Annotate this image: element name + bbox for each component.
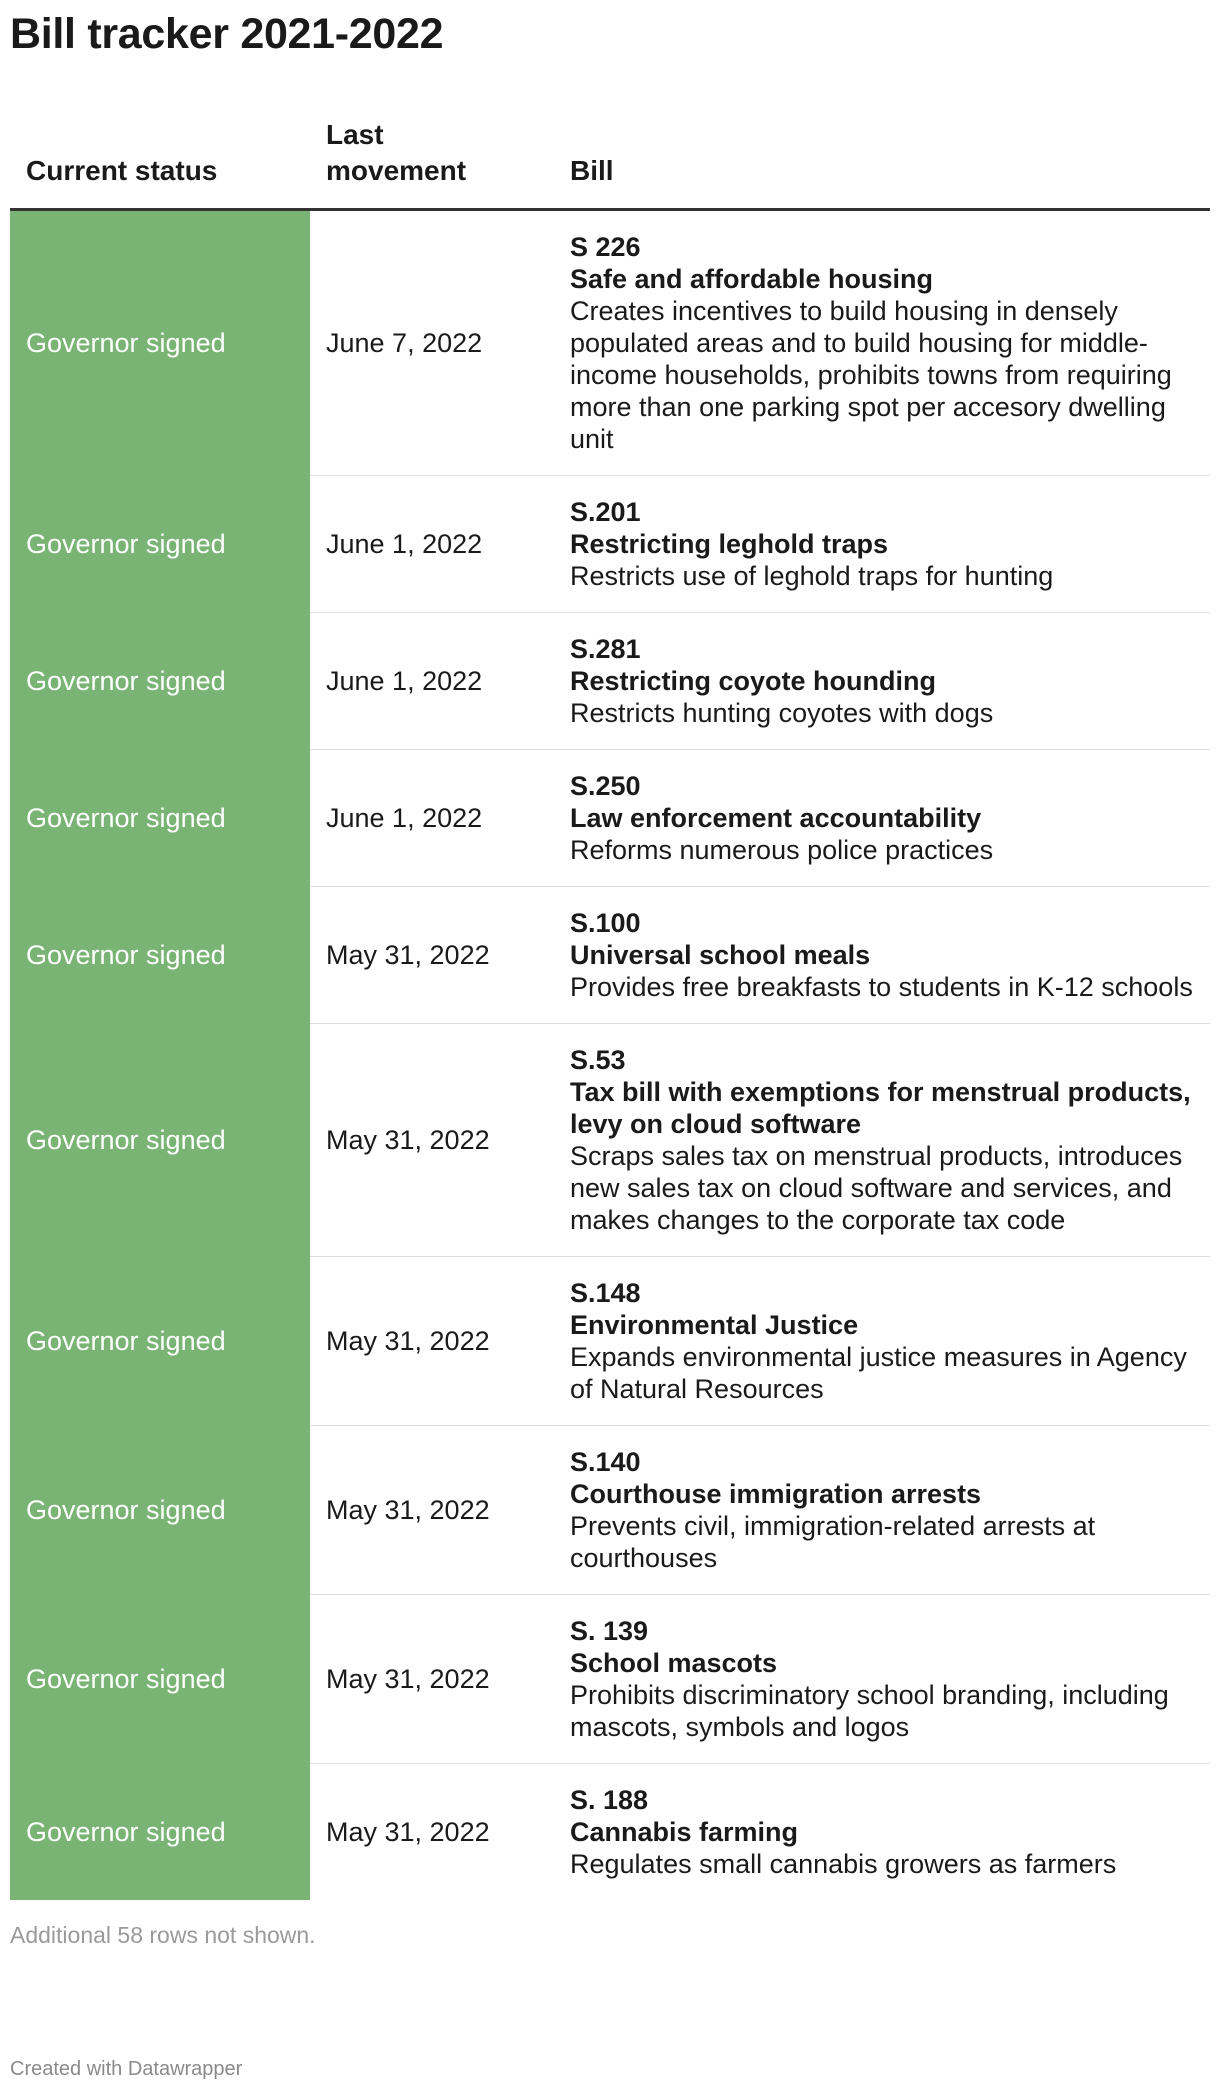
column-header-bill[interactable]: Bill xyxy=(553,117,1210,210)
last-movement-cell: May 31, 2022 xyxy=(310,1426,553,1595)
last-movement-cell: June 1, 2022 xyxy=(310,613,553,750)
status-cell: Governor signed xyxy=(10,1024,310,1257)
bill-cell xyxy=(553,210,1210,476)
bill-description: Prohibits discriminatory school branding, including mascots, symbols and logos xyxy=(570,1680,1169,1742)
table-row xyxy=(10,750,1210,887)
table-notes: Additional 58 rows not shown. xyxy=(10,1922,316,1948)
bill-number: S. 139 xyxy=(570,1616,649,1646)
bill-name: Restricting coyote hounding xyxy=(570,666,937,696)
bill-description: Reforms numerous police practices xyxy=(570,835,994,865)
table-row xyxy=(10,1426,1210,1595)
header-row xyxy=(10,117,1210,210)
last-movement-cell: June 7, 2022 xyxy=(310,210,553,476)
bill-description: Restricts use of leghold traps for hunting xyxy=(570,561,1054,591)
status-cell: Governor signed xyxy=(10,1426,310,1595)
bill-name: Cannabis farming xyxy=(570,1817,799,1847)
datawrapper-credit[interactable]: Created with Datawrapper xyxy=(10,2058,243,2080)
bill-name: Courthouse immigration arrests xyxy=(570,1479,982,1509)
last-movement-cell: May 31, 2022 xyxy=(326,1817,490,1847)
table-row xyxy=(10,210,1210,476)
bill-number: S.53 xyxy=(570,1045,626,1075)
status-cell: Governor signed xyxy=(10,613,310,750)
bill-cell xyxy=(553,613,1210,750)
status-cell: Governor signed xyxy=(10,1764,310,1901)
bill-number: S.148 xyxy=(570,1278,641,1308)
bill-cell xyxy=(553,1024,1210,1257)
column-header-last-movement-line2: movement xyxy=(326,155,467,186)
bill-number: S.250 xyxy=(570,771,641,801)
bill-name: Universal school meals xyxy=(570,940,871,970)
last-movement-cell: June 1, 2022 xyxy=(310,750,553,887)
status-cell: Governor signed xyxy=(10,887,310,1024)
bill-name: Restricting leghold traps xyxy=(570,529,889,559)
bill-number: S.140 xyxy=(570,1447,641,1477)
last-movement-cell: June 1, 2022 xyxy=(310,476,553,613)
bill-number: S.201 xyxy=(570,497,641,527)
bill-cell xyxy=(553,750,1210,887)
last-movement-cell: May 31, 2022 xyxy=(310,887,553,1024)
bill-name: Environmental Justice xyxy=(570,1310,859,1340)
bill-cell xyxy=(553,1426,1210,1595)
bill-description: Creates incentives to build housing in densely populated areas and to build housing for middle-income households, prohibits towns from requiring more than one parking spot per accesory dwelling unit xyxy=(570,296,1172,454)
bill-name: School mascots xyxy=(570,1648,778,1678)
table-row xyxy=(10,613,1210,750)
status-cell: Governor signed xyxy=(10,750,310,887)
bill-description: Restricts hunting coyotes with dogs xyxy=(570,698,994,728)
column-header-status[interactable]: Current status xyxy=(10,117,310,210)
bill-number: S.100 xyxy=(570,908,641,938)
bill-number: S.281 xyxy=(570,634,641,664)
bill-description: Scraps sales tax on menstrual products, introduces new sales tax on cloud software and services, and makes changes to the corporate tax code xyxy=(570,1141,1183,1235)
bill-description: Regulates small cannabis growers as farmers xyxy=(570,1849,1117,1879)
bill-description: Prevents civil, immigration-related arrests at courthouses xyxy=(570,1511,1096,1573)
status-cell: Governor signed xyxy=(10,476,310,613)
bill-number: S. 188 xyxy=(570,1785,649,1815)
column-header-last-movement-line1: Last xyxy=(326,119,384,150)
bill-number: S 226 xyxy=(570,232,641,262)
bill-cell xyxy=(553,887,1210,1024)
bill-table xyxy=(10,117,1210,1900)
bill-cell xyxy=(553,476,1210,613)
bill-name: Safe and affordable housing xyxy=(570,264,934,294)
table-row xyxy=(10,1595,1210,1764)
bill-name: Law enforcement accountability xyxy=(570,803,982,833)
status-cell: Governor signed xyxy=(10,210,310,476)
chart-title: Bill tracker 2021-2022 xyxy=(10,10,444,58)
table-body xyxy=(10,210,1210,1901)
table-header xyxy=(10,117,1210,210)
last-movement-cell: May 31, 2022 xyxy=(310,1257,553,1426)
bill-description: Provides free breakfasts to students in K-12 schools xyxy=(570,972,1193,1002)
status-cell: Governor signed xyxy=(10,1257,310,1426)
status-cell: Governor signed xyxy=(10,1595,310,1764)
table-row xyxy=(10,1024,1210,1257)
bill-name: Tax bill with exemptions for menstrual products, levy on cloud software xyxy=(570,1077,1191,1139)
table-row xyxy=(10,1257,1210,1426)
table-row xyxy=(10,887,1210,1024)
last-movement-cell: May 31, 2022 xyxy=(310,1024,553,1257)
column-header-last-movement[interactable] xyxy=(310,117,553,210)
bill-cell xyxy=(553,1257,1210,1426)
table-row xyxy=(10,1764,1210,1901)
last-movement-cell: May 31, 2022 xyxy=(310,1595,553,1764)
bill-cell xyxy=(553,1764,1210,1901)
bill-cell xyxy=(553,1595,1210,1764)
table-row xyxy=(10,476,1210,613)
bill-description: Expands environmental justice measures in Agency of Natural Resources xyxy=(570,1342,1187,1404)
